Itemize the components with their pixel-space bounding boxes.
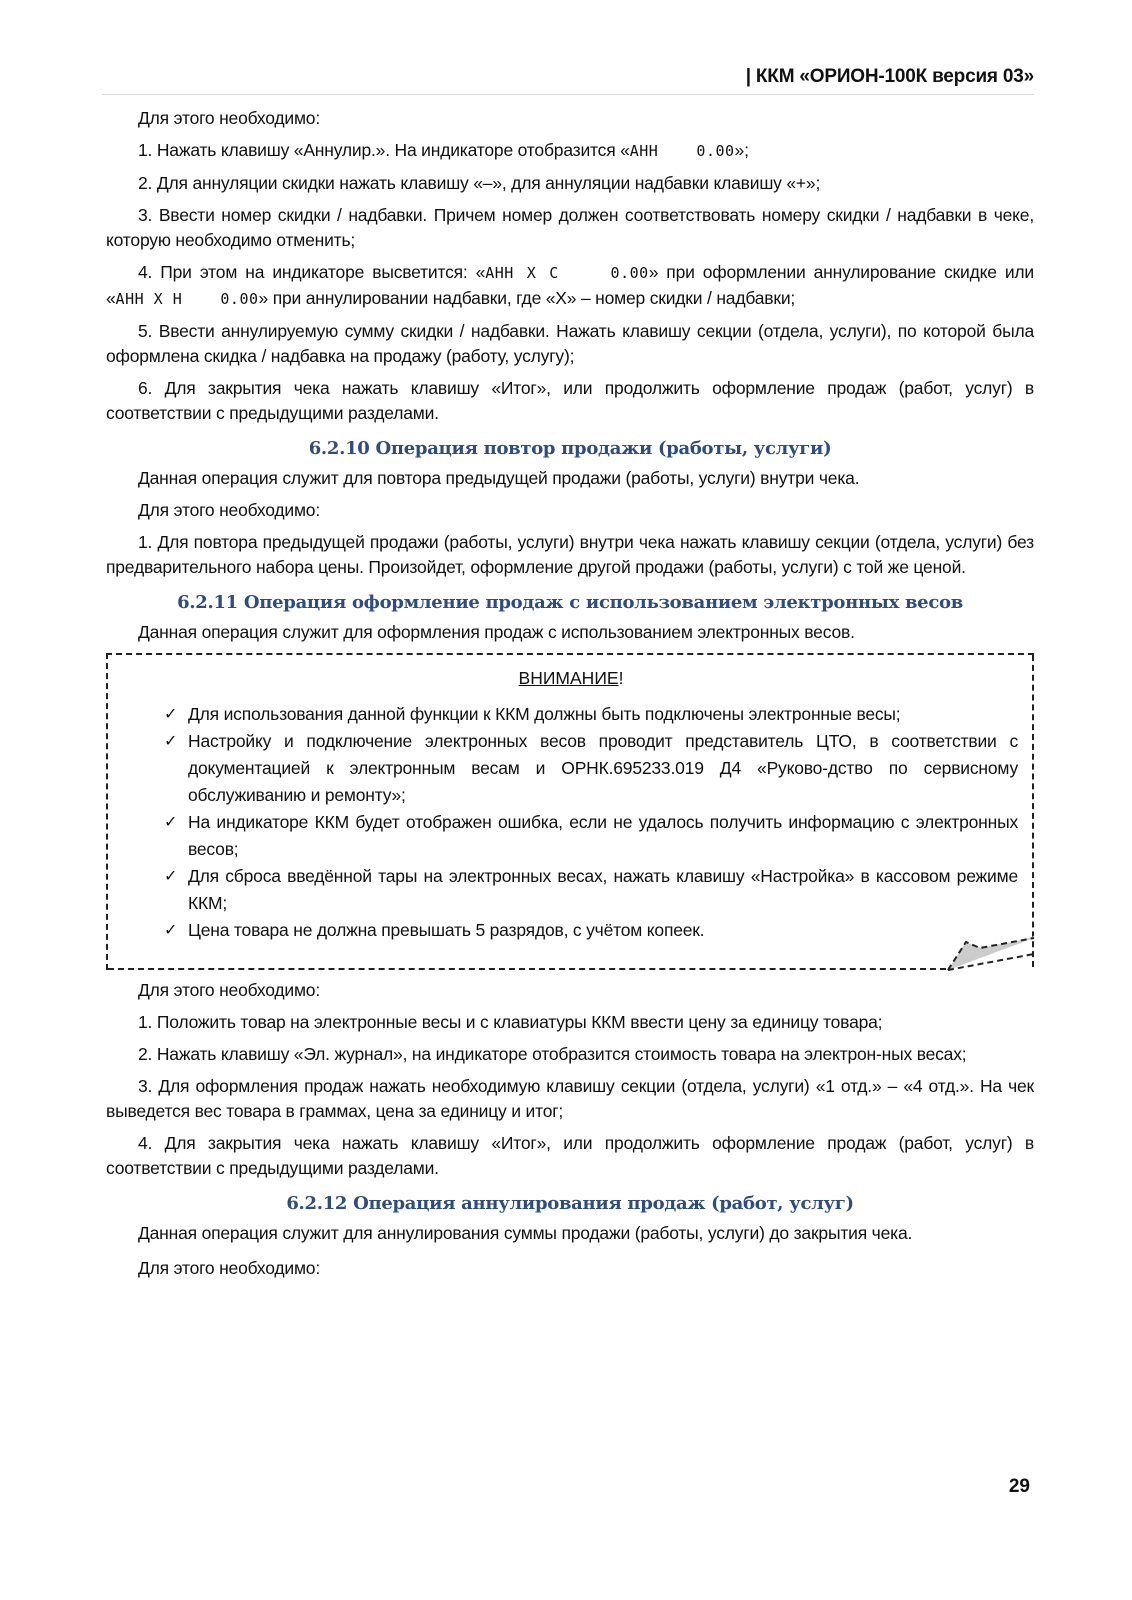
section-description: Данная операция служит для повтора предыдущей продажи (работы, услуги) внутри чека. xyxy=(138,468,860,488)
step-2: 2. Для аннуляции скидки нажать клавишу «–», для аннуляции надбавки клавишу «+»; xyxy=(138,173,821,193)
page-number: 29 xyxy=(1008,1476,1030,1497)
warning-item-text: Для использования данной функции к ККМ должны быть подключены электронные весы; xyxy=(188,704,901,724)
step-5: 5. Ввести аннулируемую сумму скидки / надбавки. Нажать клавишу секции (отдела, услуги), по которой была оформлена скидка / надбавка на продажу (работу, услугу); xyxy=(106,321,1034,366)
step-text: 4. При этом на индикаторе высветится: « xyxy=(138,262,486,282)
warning-title xyxy=(124,665,1018,691)
checkmark-icon: ✓ xyxy=(164,706,178,723)
step-4: 4. Для закрытия чека нажать клавишу «Итог», или продолжить оформление продаж (работ, услуг) в соответствии с предыдущими разделами. xyxy=(106,1133,1034,1178)
step-text: »; xyxy=(734,140,749,160)
warning-item-text: Для сброса введённой тары на электронных весах, нажать клавишу «Настройка» в кассовом режиме ККМ; xyxy=(188,866,1018,913)
paragraph-lead: Для этого необходимо: xyxy=(138,500,320,520)
warning-item-text: Цена товара не должна превышать 5 разрядов, с учётом копеек. xyxy=(188,920,705,940)
exclamation-mark: ! xyxy=(618,668,624,688)
warning-item xyxy=(164,728,1018,809)
warning-item xyxy=(164,809,1018,863)
section-heading-6-2-12: 6.2.12 Операция аннулирования продаж (работ, услуг) xyxy=(286,1193,854,1214)
warning-item xyxy=(164,917,1018,944)
paragraph-lead: Для этого необходимо: xyxy=(138,1258,320,1278)
warning-box-border xyxy=(108,968,946,970)
step-1: 1. Положить товар на электронные весы и с клавиатуры ККМ ввести цену за единицу товара; xyxy=(138,1012,883,1032)
warning-box-border xyxy=(1032,655,1034,967)
step-2: 2. Нажать клавишу «Эл. журнал», на индикаторе отобразится стоимость товара на электрон-ных весах; xyxy=(138,1044,967,1064)
warning-item-text: Настройку и подключение электронных весов проводит представитель ЦТО, в соответствии с документацией к электронным весам и ОРНК.695233.019 Д4 «Руково-дство по сервисному обслуживанию и ремонту»; xyxy=(188,731,1018,805)
indicator-display-text: АНН Х С 0.00 xyxy=(485,264,649,282)
checkmark-icon: ✓ xyxy=(164,868,178,885)
indicator-display-text: АНН 0.00 xyxy=(629,142,735,160)
warning-box xyxy=(106,653,1034,970)
step-text: » при аннулировании надбавки, где «Х» – номер скидки / надбавки; xyxy=(258,288,796,308)
section-heading-6-2-11: 6.2.11 Операция оформление продаж с использованием электронных весов xyxy=(177,592,963,613)
step-text: 1. Нажать клавишу «Аннулир.». На индикаторе отобразится « xyxy=(138,140,630,160)
header-title: | ККМ «ОРИОН-100К версия 03» xyxy=(745,66,1034,87)
checkmark-icon: ✓ xyxy=(164,733,178,750)
running-header xyxy=(102,62,1034,95)
checkmark-icon: ✓ xyxy=(164,814,178,831)
paragraph-lead: Для этого необходимо: xyxy=(138,108,320,128)
warning-item xyxy=(164,701,1018,728)
section-description: Данная операция служит для оформления продаж с использованием электронных весов. xyxy=(138,622,855,642)
warning-item xyxy=(164,863,1018,917)
step-3: 3. Для оформления продаж нажать необходимую клавишу секции (отдела, услуги) «1 отд.» – «4 отд.». На чек выведется вес товара в граммах, цена за единицу и итог; xyxy=(106,1076,1034,1121)
checkmark-icon: ✓ xyxy=(164,922,178,939)
step-1: 1. Для повтора предыдущей продажи (работы, услуги) внутри чека нажать клавишу секции (отдела, услуги) без предварительного набора цены. Произойдет, оформление другой продажи (работы, услуги) с той же ценой. xyxy=(106,532,1034,577)
page-curl-icon xyxy=(946,936,1036,972)
section-heading-6-2-10: 6.2.10 Операция повтор продажи (работы, услуги) xyxy=(308,438,832,459)
step-6: 6. Для закрытия чека нажать клавишу «Итог», или продолжить оформление продаж (работ, услуг) в соответствии с предыдущими разделами. xyxy=(106,378,1034,423)
step-1 xyxy=(106,138,1034,164)
step-text: » при оформлении аннулирование скидке или « xyxy=(106,262,1035,308)
step-3: 3. Ввести номер скидки / надбавки. Причем номер должен соответствовать номеру скидки / надбавки в чеке, которую необходимо отменить; xyxy=(106,205,1034,250)
step-4 xyxy=(106,260,1034,312)
warning-title-text: ВНИМАНИЕ xyxy=(518,668,619,688)
warning-list xyxy=(124,701,1018,944)
warning-item-text: На индикаторе ККМ будет отображен ошибка, если не удалось получить информацию с электронных весов; xyxy=(188,812,1018,859)
paragraph-lead: Для этого необходимо: xyxy=(138,980,320,1000)
indicator-display-text: АНН Х Н 0.00 xyxy=(115,290,259,308)
section-description: Данная операция служит для аннулирования суммы продажи (работы, услуги) до закрытия чека. xyxy=(138,1223,913,1243)
page-body xyxy=(106,106,1034,1281)
